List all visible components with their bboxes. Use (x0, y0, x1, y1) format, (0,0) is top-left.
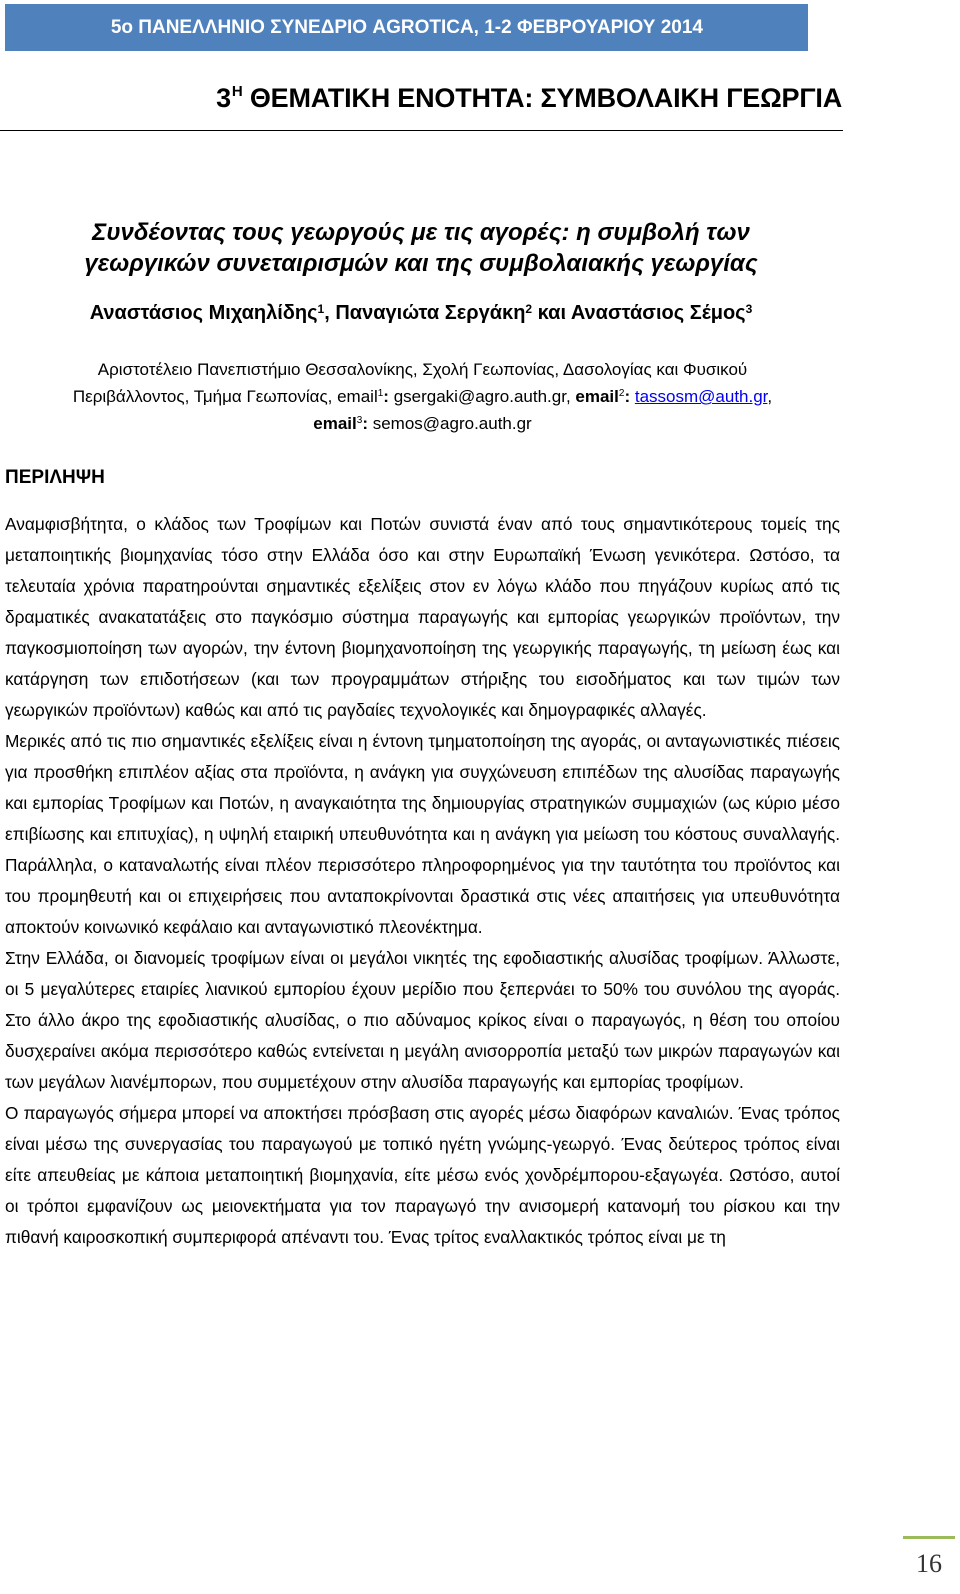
email-mark: 3 (356, 415, 363, 426)
email-colon: : (362, 414, 368, 433)
abstract-paragraph: Ο παραγωγός σήμερα μπορεί να αποκτήσει πρόσβαση στις αγορές μέσω διαφόρων καναλιών. Ένας τρόπος είναι μέσω της συνεργασίας του παραγωγού με τοπικό ηγέτη γνώμης-γεωργό. Ένας δεύτερος τρόπος είναι είτε απευθείας με κάποια μεταποιητική βιομηχανία, είτε μέσω ενός χονδρέμπορου-εξαγωγέα. Ωστόσο, αυτοί οι τρόποι εμφανίζουν ως μειονεκτήματα για τον παραγωγό την ανισομερή κατανομή του ρίσκου και την πιθανή καιροσκοπική συμπεριφορά απέναντι του. Ένας τρίτος εναλλακτικός τρόπος είναι με τη (5, 1103, 840, 1247)
abstract-paragraph: Μερικές από τις πιο σημαντικές εξελίξεις είναι η έντονη τμηματοποίηση της αγοράς, οι ανταγωνιστικές πιέσεις για προσθήκη επιπλέον αξίας στα προϊόντα, η ανάγκη για συγχώνευση επιπέδων της αλυσίδας παραγωγής και εμπορίας Τροφίμων και Ποτών, η αναγκαιότητα της δημιουργίας στρατηγικών συμμαχιών (ως κύριο μέσο επιβίωσης και επιτυχίας), η υψηλή εταιρική υπευθυνότητα και η ανάγκη για μείωση του κόστους συναλλαγής. Παράλληλα, ο καταναλωτής είναι πλέον περισσότερο πληροφορημένος για την ταυτότητα του προϊόντος και του προμηθευτή και οι επιχειρήσεις που ανταποκρίνονται δραστικά στις νέες απαιτήσεις για υπευθυνότητα αποκτούν κοινωνικό κεφάλαιο και ανταγωνιστικό πλεονέκτημα. (5, 731, 840, 937)
author-affiliation-mark: 2 (525, 302, 533, 316)
paper-title (0, 217, 842, 279)
conference-banner: 5ο ΠΑΝΕΛΛΗΝΙΟ ΣΥΝΕΔΡΙΟ AGROTICA, 1-2 ΦΕΒΡΟΥΑΡΙΟΥ 2014 (5, 4, 808, 51)
affiliation-line (5, 410, 840, 437)
email-colon: : (383, 387, 389, 406)
author-name: Αναστάσιος Σέμος (570, 302, 746, 324)
section-title-text: ΘΕΜΑΤΙΚΗ ΕΝΟΤΗΤΑ: ΣΥΜΒΟΛΑΙΚΗ ΓΕΩΡΓΙΑ (249, 83, 842, 113)
email-mark: 2 (618, 388, 625, 399)
email-link[interactable]: tassosm@auth.gr (634, 387, 768, 406)
section-divider (0, 130, 843, 131)
section-title (0, 78, 842, 118)
author-affiliation-mark: 1 (317, 302, 325, 316)
email-label: email (575, 387, 619, 406)
affiliation-line: Περιβάλλοντος, Τμήμα Γεωπονίας, email$^1$: gsergaki@agro.auth.gr, email$^2$: tassosm@auth.gr, (72, 387, 773, 406)
affiliation-prefix: Περιβάλλοντος, Τμήμα Γεωπονίας, email (72, 387, 378, 406)
abstract-paragraph: Στην Ελλάδα, οι διανομείς τροφίμων είναι οι μεγάλοι νικητές της εφοδιαστικής αλυσίδας τροφίμων. Άλλωστε, οι 5 μεγαλύτερες εταιρίες λιανικού εμπορίου έχουν μερίδιο που ξεπερνάει το 50% του συνόλου της αγοράς. Στο άλλο άκρο της εφοδιαστικής αλυσίδας, ο πιο αδύναμος κρίκος είναι ο παραγωγός, η θέση του οποίου δυσχεραίνει ακόμα περισσότερο καθώς εντείνεται η μεγάλη ανισορροπία μεταξύ των μικρών παραγωγών και των μεγάλων λιανέμπορων, που συμμετέχουν στην αλυσίδα παραγωγής και εμπορίας τροφίμων. (5, 948, 840, 1092)
author-list (0, 297, 842, 329)
abstract-paragraph: Αναμφισβήτητα, ο κλάδος των Τροφίμων και Ποτών συνιστά έναν από τους σημαντικότερους τομείς της μεταποιητικής βιομηχανίας τόσο στην Ελλάδα όσο και στην Ευρωπαϊκή Ένωση γενικότερα. Ωστόσο, τα τελευταία χρόνια παρατηρούνται σημαντικές εξελίξεις στον εν λόγω κλάδο που πηγάζουν κυρίως από τις δραματικές ανακατατάξεις στο παγκόσμιο σύστημα παραγωγής και εμπορίας γεωργικών προϊόντων, την παγκοσμιοποίηση των αγορών, την έντονη βιομηχανοποίηση της γεωργικής παραγωγής, τη μείωση έως και κατάργηση των επιδοτήσεων (και των προγραμμάτων στήριξης του εισοδήματος και των τιμών των γεωργικών προϊόντων) καθώς και από τις ραγδαίες τεχνολογικές και δημογραφικές αλλαγές. (5, 514, 840, 720)
email-label: email (313, 414, 357, 433)
email-colon: : (624, 387, 631, 406)
section-number: 3 (216, 83, 231, 113)
abstract-heading: ΠΕΡΙΛΗΨΗ (5, 467, 105, 488)
paper-title-line: γεωργικών συνεταιρισμών και της συμβολαιακής γεωργίας (84, 250, 758, 277)
affiliation (5, 356, 840, 437)
email-mark: 1 (377, 388, 384, 399)
author-affiliation-mark: 3 (745, 302, 753, 316)
author-name: Αναστάσιος Μιχαηλίδης (89, 302, 318, 324)
section-superscript: Η (231, 83, 243, 100)
page-number: 16 (916, 1549, 942, 1578)
abstract-body (5, 509, 840, 1253)
author-separator: , (324, 302, 336, 324)
affiliation-line: Αριστοτέλειο Πανεπιστήμιο Θεσσαλονίκης, Σχολή Γεωπονίας, Δασολογίας και Φυσικού (97, 360, 748, 379)
author-separator: και (532, 302, 571, 324)
email-address: semos@agro.auth.gr (372, 414, 532, 433)
email-address: gsergaki@agro.auth.gr (393, 387, 566, 406)
author-name: Παναγιώτα Σεργάκη (335, 302, 526, 324)
paper-title-line: Συνδέοντας τους γεωργούς με τις αγορές: η συμβολή των (92, 219, 750, 246)
